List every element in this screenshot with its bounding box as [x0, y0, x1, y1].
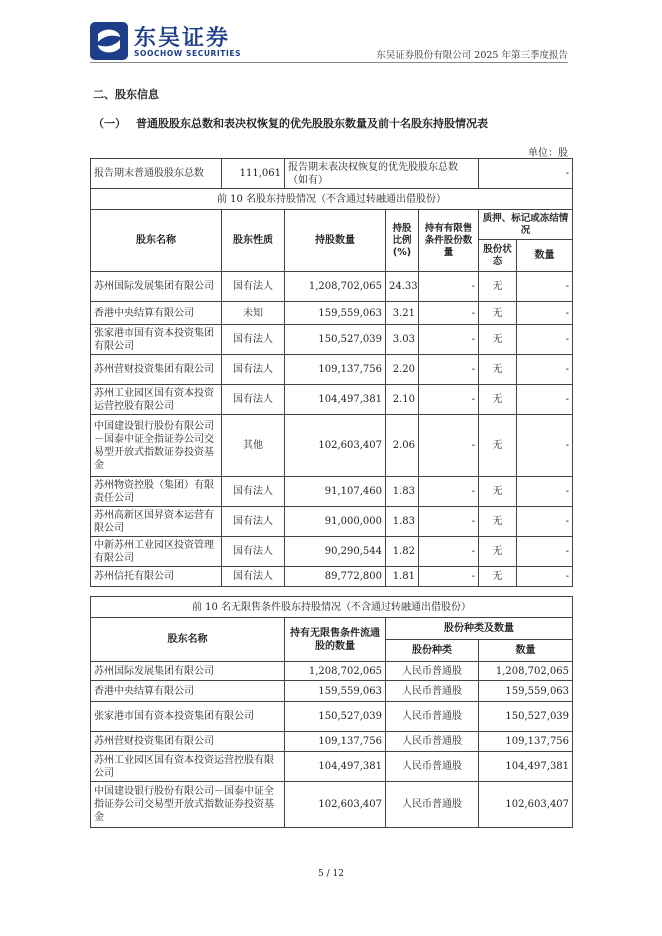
table-row — [91, 507, 573, 537]
holding-ratio: 3.03 — [386, 325, 419, 355]
u-header-type: 股份种类 — [386, 640, 479, 662]
share-count: 102,603,407 — [479, 782, 573, 828]
share-count: 150,527,039 — [479, 702, 573, 732]
header-restricted: 持有有限售条件股份数量 — [419, 210, 479, 272]
holding-ratio: 2.20 — [386, 355, 419, 385]
restricted-shares: - — [419, 477, 479, 507]
top10-header-row — [91, 210, 573, 240]
share-type: 人民币普通股 — [386, 702, 479, 732]
share-type: 人民币普通股 — [386, 681, 479, 702]
header-divider — [90, 62, 568, 63]
unrestricted-shares: 150,527,039 — [285, 702, 386, 732]
header-status: 股份状态 — [479, 240, 517, 272]
shareholder-name: 张家港市国有资本投资集团有限公司 — [91, 325, 222, 355]
holding-ratio: 3.21 — [386, 302, 419, 325]
logo-english-name: SOOCHOW SECURITIES — [134, 49, 242, 58]
header-pledge-group: 质押、标记或冻结情况 — [479, 210, 573, 240]
table-row — [91, 272, 573, 302]
page-number: 5 / 12 — [318, 869, 344, 879]
pledge-status: 无 — [479, 567, 517, 587]
holding-ratio: 24.33 — [386, 272, 419, 302]
shareholder-name: 中国建设银行股份有限公司－国泰中证全指证券公司交易型开放式指数证券投资基金 — [91, 415, 222, 477]
table-row — [91, 415, 573, 477]
shares-held: 91,107,460 — [285, 477, 386, 507]
unrestricted-caption: 前 10 名无限售条件股东持股情况（不含通过转融通出借股份） — [91, 597, 573, 618]
shareholder-name: 苏州物资控股（集团）有限责任公司 — [91, 477, 222, 507]
restricted-shares: - — [419, 415, 479, 477]
pledge-status: 无 — [479, 385, 517, 415]
shareholder-name: 苏州营财投资集团有限公司 — [91, 732, 285, 752]
header-shares: 持股数量 — [285, 210, 386, 272]
table-row — [91, 477, 573, 507]
restricted-shares: - — [419, 302, 479, 325]
unrestricted-shares: 102,603,407 — [285, 782, 386, 828]
pledge-count: - — [517, 355, 573, 385]
shares-held: 91,000,000 — [285, 507, 386, 537]
pledge-count: - — [517, 477, 573, 507]
shareholder-nature: 其他 — [222, 415, 285, 477]
shareholder-table — [90, 158, 573, 587]
common-holders-label: 报告期末普通股股东总数 — [91, 159, 222, 189]
shareholder-nature: 国有法人 — [222, 477, 285, 507]
table-row — [91, 752, 573, 782]
shares-held: 104,497,381 — [285, 385, 386, 415]
share-count: 109,137,756 — [479, 732, 573, 752]
holding-ratio: 2.10 — [386, 385, 419, 415]
share-count: 159,559,063 — [479, 681, 573, 702]
pledge-status: 无 — [479, 355, 517, 385]
pledge-count: - — [517, 302, 573, 325]
shareholder-nature: 国有法人 — [222, 355, 285, 385]
header-ratio: 持股比例(%) — [386, 210, 419, 272]
restricted-shares: - — [419, 325, 479, 355]
preferred-holders-value: - — [479, 159, 573, 189]
shares-held: 102,603,407 — [285, 415, 386, 477]
u-header-shares: 持有无限售条件流通股的数量 — [285, 618, 386, 662]
shareholder-nature: 国有法人 — [222, 272, 285, 302]
pledge-status: 无 — [479, 507, 517, 537]
shareholder-name: 苏州营财投资集团有限公司 — [91, 355, 222, 385]
restricted-shares: - — [419, 385, 479, 415]
pledge-count: - — [517, 567, 573, 587]
shareholder-nature: 国有法人 — [222, 507, 285, 537]
share-type: 人民币普通股 — [386, 662, 479, 681]
restricted-shares: - — [419, 567, 479, 587]
subsection-text: 普通股股东总数和表决权恢复的优先股股东数量及前十名股东持股情况表 — [136, 117, 488, 130]
shareholder-name: 张家港市国有资本投资集团有限公司 — [91, 702, 285, 732]
holding-ratio: 1.83 — [386, 477, 419, 507]
table-row — [91, 537, 573, 567]
shareholder-name: 香港中央结算有限公司 — [91, 681, 285, 702]
share-type: 人民币普通股 — [386, 752, 479, 782]
soochow-logo-icon — [90, 22, 128, 60]
table-row — [91, 782, 573, 828]
table-row — [91, 662, 573, 681]
pledge-count: - — [517, 272, 573, 302]
common-holders-value: 111,061 — [222, 159, 285, 189]
shareholder-nature: 国有法人 — [222, 385, 285, 415]
shares-held: 159,559,063 — [285, 302, 386, 325]
pledge-count: - — [517, 507, 573, 537]
restricted-shares: - — [419, 537, 479, 567]
holding-ratio: 1.81 — [386, 567, 419, 587]
pledge-status: 无 — [479, 477, 517, 507]
share-type: 人民币普通股 — [386, 782, 479, 828]
pledge-status: 无 — [479, 537, 517, 567]
shareholder-name: 苏州高新区国昇资本运营有限公司 — [91, 507, 222, 537]
table-row — [91, 702, 573, 732]
unit-label: 单位：股 — [528, 148, 568, 159]
unrestricted-shares: 109,137,756 — [285, 732, 386, 752]
shareholder-name: 香港中央结算有限公司 — [91, 302, 222, 325]
subsection-title — [93, 115, 488, 131]
shareholder-name: 中国建设银行股份有限公司－国泰中证全指证券公司交易型开放式指数证券投资基金 — [91, 782, 285, 828]
shareholder-nature: 国有法人 — [222, 537, 285, 567]
header-name: 股东名称 — [91, 210, 222, 272]
u-header-name: 股东名称 — [91, 618, 285, 662]
section-title: 二、股东信息 — [93, 88, 159, 101]
table-row — [91, 302, 573, 325]
header-nature: 股东性质 — [222, 210, 285, 272]
table-row — [91, 355, 573, 385]
unrestricted-shares: 1,208,702,065 — [285, 662, 386, 681]
preferred-holders-label: 报告期末表决权恢复的优先股股东总数（如有） — [285, 159, 479, 189]
holding-ratio: 2.06 — [386, 415, 419, 477]
u-header-count: 数量 — [479, 640, 573, 662]
shares-held: 150,527,039 — [285, 325, 386, 355]
holding-ratio: 1.82 — [386, 537, 419, 567]
shares-held: 109,137,756 — [285, 355, 386, 385]
pledge-status: 无 — [479, 325, 517, 355]
unrestricted-shares: 159,559,063 — [285, 681, 386, 702]
u-header-group: 股份种类及数量 — [386, 618, 573, 640]
table-row — [91, 732, 573, 752]
header-count: 数量 — [517, 240, 573, 272]
shareholder-nature: 国有法人 — [222, 325, 285, 355]
pledge-count: - — [517, 325, 573, 355]
restricted-shares: - — [419, 272, 479, 302]
table-row — [91, 385, 573, 415]
restricted-shares: - — [419, 507, 479, 537]
holding-ratio: 1.83 — [386, 507, 419, 537]
subsection-number: （一） — [93, 117, 126, 130]
summary-row — [91, 159, 573, 189]
shares-held: 89,772,800 — [285, 567, 386, 587]
share-count: 1,208,702,065 — [479, 662, 573, 681]
top10-caption: 前 10 名股东持股情况（不含通过转融通出借股份） — [91, 189, 573, 210]
table-row — [91, 681, 573, 702]
table-row — [91, 567, 573, 587]
pledge-count: - — [517, 385, 573, 415]
pledge-status: 无 — [479, 272, 517, 302]
shares-held: 90,290,544 — [285, 537, 386, 567]
pledge-status: 无 — [479, 415, 517, 477]
shareholder-name: 中新苏州工业园区投资管理有限公司 — [91, 537, 222, 567]
pledge-status: 无 — [479, 302, 517, 325]
shareholder-name: 苏州国际发展集团有限公司 — [91, 272, 222, 302]
pledge-count: - — [517, 537, 573, 567]
restricted-shares: - — [419, 355, 479, 385]
shareholder-nature: 未知 — [222, 302, 285, 325]
unrestricted-table — [90, 596, 573, 828]
table-row — [91, 325, 573, 355]
shareholder-nature: 国有法人 — [222, 567, 285, 587]
logo-chinese-name: 东吴证券 — [134, 26, 231, 51]
shareholder-name: 苏州工业园区国有资本投资运营控股有限公司 — [91, 385, 222, 415]
unrestricted-header-row — [91, 618, 573, 640]
share-type: 人民币普通股 — [386, 732, 479, 752]
report-title: 东吴证券股份有限公司 2025 年第三季度报告 — [376, 50, 568, 61]
shareholder-name: 苏州工业园区国有资本投资运营控股有限公司 — [91, 752, 285, 782]
unrestricted-shares: 104,497,381 — [285, 752, 386, 782]
shareholder-name: 苏州国际发展集团有限公司 — [91, 662, 285, 681]
shareholder-name: 苏州信托有限公司 — [91, 567, 222, 587]
shares-held: 1,208,702,065 — [285, 272, 386, 302]
pledge-count: - — [517, 415, 573, 477]
share-count: 104,497,381 — [479, 752, 573, 782]
